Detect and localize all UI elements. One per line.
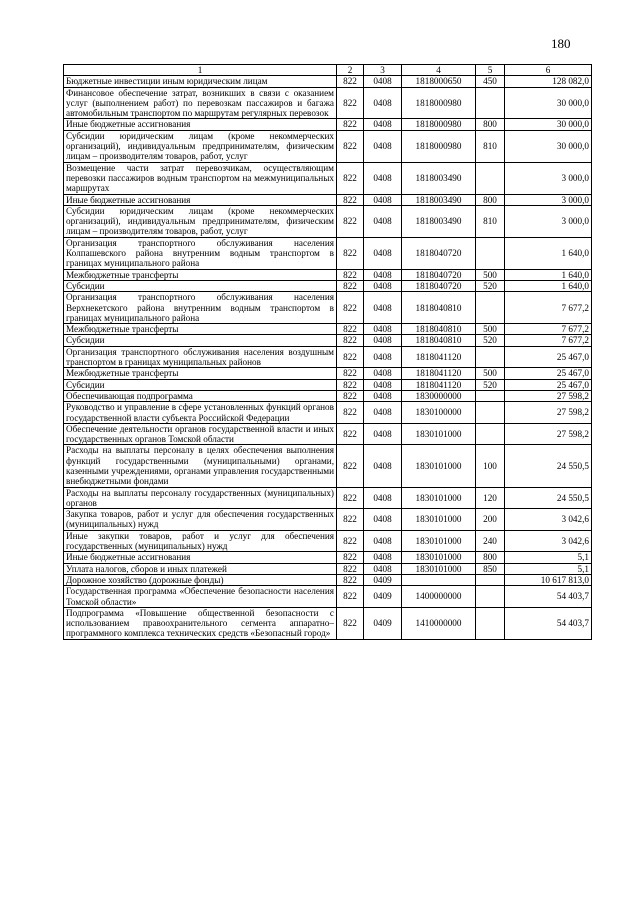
expense-name-cell: Обеспечивающая подпрограмма xyxy=(64,390,337,401)
grbs-code-cell: 822 xyxy=(337,205,364,237)
expense-type-cell: 810 xyxy=(476,205,505,237)
target-article-cell: 1830100000 xyxy=(402,402,476,424)
section-code-cell: 0409 xyxy=(364,574,402,585)
target-article-cell: 1830101000 xyxy=(402,423,476,445)
expense-name-cell: Межбюджетные трансферты xyxy=(64,324,337,335)
table-row xyxy=(64,335,592,346)
amount-cell: 7 677,2 xyxy=(505,324,592,335)
grbs-code-cell: 822 xyxy=(337,390,364,401)
section-code-cell: 0408 xyxy=(364,390,402,401)
grbs-code-cell: 822 xyxy=(337,445,364,487)
page-number: 180 xyxy=(551,36,571,51)
expense-name-cell: Закупка товаров, работ и услуг для обеспечения государственных (муниципальных) нужд xyxy=(64,509,337,531)
section-code-cell: 0408 xyxy=(364,194,402,205)
amount-cell: 24 550,5 xyxy=(505,487,592,509)
grbs-code-cell: 822 xyxy=(337,368,364,379)
grbs-code-cell: 822 xyxy=(337,162,364,194)
section-code-cell: 0408 xyxy=(364,346,402,368)
section-code-cell: 0408 xyxy=(364,509,402,531)
table-row xyxy=(64,368,592,379)
section-code-cell: 0408 xyxy=(364,445,402,487)
amount-cell: 24 550,5 xyxy=(505,445,592,487)
expense-name-cell: Субсидии xyxy=(64,280,337,291)
target-article-cell: 1818000980 xyxy=(402,119,476,130)
expense-name-cell: Возмещение части затрат перевозчикам, осуществляющим перевозки пассажиров водным транспортом на межмуниципальных маршрутах xyxy=(64,162,337,194)
expense-type-cell xyxy=(476,574,505,585)
grbs-code-cell: 822 xyxy=(337,574,364,585)
section-code-cell: 0408 xyxy=(364,162,402,194)
grbs-code-cell: 822 xyxy=(337,76,364,87)
amount-cell: 30 000,0 xyxy=(505,87,592,119)
expense-name-cell: Организация транспортного обслуживания населения Колпашевского района внутренним водным транспортом в границах муниципального района xyxy=(64,237,337,269)
target-article-cell: 1818040810 xyxy=(402,324,476,335)
target-article-cell: 1818040720 xyxy=(402,280,476,291)
amount-cell: 7 677,2 xyxy=(505,335,592,346)
expense-name-cell: Уплата налогов, сборов и иных платежей xyxy=(64,563,337,574)
target-article-cell: 1818040720 xyxy=(402,237,476,269)
section-code-cell: 0409 xyxy=(364,586,402,608)
expense-type-cell xyxy=(476,607,505,639)
expense-type-cell: 120 xyxy=(476,487,505,509)
expense-name-cell: Организация транспортного обслуживания населения Верхнекетского района внутренним водным транспортом в границах муниципального района xyxy=(64,292,337,324)
table-row xyxy=(64,76,592,87)
grbs-code-cell: 822 xyxy=(337,130,364,162)
section-code-cell: 0408 xyxy=(364,552,402,563)
table-row xyxy=(64,346,592,368)
table-row xyxy=(64,130,592,162)
expense-type-cell xyxy=(476,390,505,401)
section-code-cell: 0408 xyxy=(364,237,402,269)
header-cell: 1 xyxy=(64,65,337,76)
amount-cell: 3 042,6 xyxy=(505,509,592,531)
expense-type-cell: 500 xyxy=(476,368,505,379)
grbs-code-cell: 822 xyxy=(337,552,364,563)
table-row xyxy=(64,379,592,390)
section-code-cell: 0408 xyxy=(364,423,402,445)
grbs-code-cell: 822 xyxy=(337,379,364,390)
amount-cell: 3 000,0 xyxy=(505,194,592,205)
grbs-code-cell: 822 xyxy=(337,563,364,574)
expense-type-cell: 800 xyxy=(476,194,505,205)
table-row xyxy=(64,552,592,563)
target-article-cell: 1830101000 xyxy=(402,509,476,531)
amount-cell: 5,1 xyxy=(505,552,592,563)
target-article-cell: 1830101000 xyxy=(402,445,476,487)
amount-cell: 30 000,0 xyxy=(505,119,592,130)
amount-cell: 25 467,0 xyxy=(505,368,592,379)
amount-cell: 25 467,0 xyxy=(505,379,592,390)
expense-type-cell: 520 xyxy=(476,335,505,346)
expense-type-cell: 100 xyxy=(476,445,505,487)
table-row xyxy=(64,530,592,552)
expense-type-cell xyxy=(476,402,505,424)
table-row xyxy=(64,487,592,509)
expense-type-cell: 800 xyxy=(476,119,505,130)
target-article-cell: 1818003490 xyxy=(402,205,476,237)
section-code-cell: 0408 xyxy=(364,130,402,162)
amount-cell: 30 000,0 xyxy=(505,130,592,162)
amount-cell: 1 640,0 xyxy=(505,280,592,291)
amount-cell: 1 640,0 xyxy=(505,269,592,280)
target-article-cell: 1818041120 xyxy=(402,346,476,368)
expense-name-cell: Обеспечение деятельности органов государственной власти и иных государственных органов Томской области xyxy=(64,423,337,445)
section-code-cell: 0408 xyxy=(364,563,402,574)
grbs-code-cell: 822 xyxy=(337,487,364,509)
target-article-cell: 1830101000 xyxy=(402,530,476,552)
expense-name-cell: Иные закупки товаров, работ и услуг для обеспечения государственных (муниципальных) нужд xyxy=(64,530,337,552)
table-row xyxy=(64,509,592,531)
section-code-cell: 0408 xyxy=(364,280,402,291)
expense-name-cell: Иные бюджетные ассигнования xyxy=(64,194,337,205)
target-article-cell: 1818003490 xyxy=(402,162,476,194)
grbs-code-cell: 822 xyxy=(337,509,364,531)
target-article-cell: 1818040720 xyxy=(402,269,476,280)
expense-name-cell: Организация транспортного обслуживания населения воздушным транспортом в границах муниципальных районов xyxy=(64,346,337,368)
amount-cell: 3 000,0 xyxy=(505,162,592,194)
amount-cell: 5,1 xyxy=(505,563,592,574)
section-code-cell: 0408 xyxy=(364,402,402,424)
expense-name-cell: Дорожное хозяйство (дорожные фонды) xyxy=(64,574,337,585)
grbs-code-cell: 822 xyxy=(337,530,364,552)
section-code-cell: 0408 xyxy=(364,76,402,87)
table-row xyxy=(64,280,592,291)
section-code-cell: 0408 xyxy=(364,269,402,280)
table-row xyxy=(64,87,592,119)
amount-cell: 3 000,0 xyxy=(505,205,592,237)
grbs-code-cell: 822 xyxy=(337,346,364,368)
section-code-cell: 0408 xyxy=(364,379,402,390)
grbs-code-cell: 822 xyxy=(337,237,364,269)
section-code-cell: 0408 xyxy=(364,292,402,324)
table-row xyxy=(64,194,592,205)
expense-type-cell xyxy=(476,586,505,608)
section-code-cell: 0408 xyxy=(364,335,402,346)
table-row xyxy=(64,586,592,608)
expense-type-cell xyxy=(476,423,505,445)
target-article-cell: 1818041120 xyxy=(402,379,476,390)
expense-name-cell: Субсидии xyxy=(64,335,337,346)
grbs-code-cell: 822 xyxy=(337,292,364,324)
target-article-cell: 1830101000 xyxy=(402,487,476,509)
expense-name-cell: Субсидии юридическим лицам (кроме некоммерческих организаций), индивидуальным предпринимателям, физическим лицам – производителям товаров, работ, услуг xyxy=(64,130,337,162)
header-cell: 5 xyxy=(476,65,505,76)
section-code-cell: 0408 xyxy=(364,205,402,237)
table-row xyxy=(64,205,592,237)
expense-name-cell: Межбюджетные трансферты xyxy=(64,368,337,379)
header-cell: 3 xyxy=(364,65,402,76)
expense-name-cell: Иные бюджетные ассигнования xyxy=(64,552,337,563)
expense-type-cell: 520 xyxy=(476,280,505,291)
target-article-cell xyxy=(402,574,476,585)
amount-cell: 27 598,2 xyxy=(505,402,592,424)
section-code-cell: 0408 xyxy=(364,368,402,379)
expense-type-cell: 850 xyxy=(476,563,505,574)
table-row xyxy=(64,574,592,585)
target-article-cell: 1830101000 xyxy=(402,563,476,574)
grbs-code-cell: 822 xyxy=(337,586,364,608)
section-code-cell: 0408 xyxy=(364,324,402,335)
table-row xyxy=(64,390,592,401)
expense-name-cell: Иные бюджетные ассигнования xyxy=(64,119,337,130)
section-code-cell: 0408 xyxy=(364,87,402,119)
table-header-row xyxy=(64,65,592,76)
section-code-cell: 0408 xyxy=(364,119,402,130)
table-row xyxy=(64,423,592,445)
expense-name-cell: Субсидии юридическим лицам (кроме некоммерческих организаций), индивидуальным предпринимателям, физическим лицам – производителям товаров, работ, услуг xyxy=(64,205,337,237)
expense-type-cell: 450 xyxy=(476,76,505,87)
budget-table xyxy=(63,64,592,640)
grbs-code-cell: 822 xyxy=(337,423,364,445)
expense-name-cell: Субсидии xyxy=(64,379,337,390)
amount-cell: 7 677,2 xyxy=(505,292,592,324)
table-row xyxy=(64,292,592,324)
section-code-cell: 0408 xyxy=(364,487,402,509)
table-row xyxy=(64,269,592,280)
target-article-cell: 1818000980 xyxy=(402,87,476,119)
target-article-cell: 1830000000 xyxy=(402,390,476,401)
target-article-cell: 1818000650 xyxy=(402,76,476,87)
target-article-cell: 1400000000 xyxy=(402,586,476,608)
expense-name-cell: Финансовое обеспечение затрат, возникших в связи с оказанием услуг (выполнением работ) по перевозкам пассажиров и багажа автомобильным транспортом по маршрутам регулярных перевозок xyxy=(64,87,337,119)
amount-cell: 10 617 813,0 xyxy=(505,574,592,585)
expense-type-cell xyxy=(476,237,505,269)
expense-type-cell: 240 xyxy=(476,530,505,552)
expense-name-cell: Руководство и управление в сфере установленных функций органов государственной власти субъекта Российской Федерации xyxy=(64,402,337,424)
expense-name-cell: Подпрограмма «Повышение общественной безопасности с использованием правоохранительного сегмента аппаратно–программного комплекса технических средств «Безопасный город» xyxy=(64,607,337,639)
header-cell: 6 xyxy=(505,65,592,76)
expense-name-cell: Расходы на выплаты персоналу государственных (муниципальных) органов xyxy=(64,487,337,509)
expense-name-cell: Бюджетные инвестиции иным юридическим лицам xyxy=(64,76,337,87)
expense-type-cell: 520 xyxy=(476,379,505,390)
target-article-cell: 1818041120 xyxy=(402,368,476,379)
amount-cell: 3 042,6 xyxy=(505,530,592,552)
target-article-cell: 1818040810 xyxy=(402,292,476,324)
amount-cell: 27 598,2 xyxy=(505,423,592,445)
expense-type-cell: 800 xyxy=(476,552,505,563)
table-row xyxy=(64,324,592,335)
header-cell: 4 xyxy=(402,65,476,76)
amount-cell: 54 403,7 xyxy=(505,607,592,639)
amount-cell: 128 082,0 xyxy=(505,76,592,87)
target-article-cell: 1818040810 xyxy=(402,335,476,346)
amount-cell: 54 403,7 xyxy=(505,586,592,608)
table-row xyxy=(64,119,592,130)
amount-cell: 27 598,2 xyxy=(505,390,592,401)
amount-cell: 25 467,0 xyxy=(505,346,592,368)
expense-type-cell: 500 xyxy=(476,269,505,280)
expense-type-cell xyxy=(476,346,505,368)
section-code-cell: 0409 xyxy=(364,607,402,639)
section-code-cell: 0408 xyxy=(364,530,402,552)
expense-name-cell: Государственная программа «Обеспечение безопасности населения Томской области» xyxy=(64,586,337,608)
grbs-code-cell: 822 xyxy=(337,194,364,205)
grbs-code-cell: 822 xyxy=(337,402,364,424)
expense-type-cell xyxy=(476,87,505,119)
table-row xyxy=(64,237,592,269)
expense-type-cell xyxy=(476,162,505,194)
expense-name-cell: Расходы на выплаты персоналу в целях обеспечения выполнения функций государственными (муниципальными) органами, казенными учреждениями, органами управления государственными внебюджетными фондами xyxy=(64,445,337,487)
target-article-cell: 1410000000 xyxy=(402,607,476,639)
table-row xyxy=(64,445,592,487)
grbs-code-cell: 822 xyxy=(337,280,364,291)
expense-type-cell: 810 xyxy=(476,130,505,162)
table-row xyxy=(64,402,592,424)
grbs-code-cell: 822 xyxy=(337,269,364,280)
expense-type-cell: 500 xyxy=(476,324,505,335)
grbs-code-cell: 822 xyxy=(337,607,364,639)
expense-type-cell xyxy=(476,292,505,324)
grbs-code-cell: 822 xyxy=(337,324,364,335)
expense-type-cell: 200 xyxy=(476,509,505,531)
target-article-cell: 1818003490 xyxy=(402,194,476,205)
grbs-code-cell: 822 xyxy=(337,119,364,130)
target-article-cell: 1818000980 xyxy=(402,130,476,162)
table-row xyxy=(64,162,592,194)
target-article-cell: 1830101000 xyxy=(402,552,476,563)
table-row xyxy=(64,607,592,639)
expense-name-cell: Межбюджетные трансферты xyxy=(64,269,337,280)
amount-cell: 1 640,0 xyxy=(505,237,592,269)
table-row xyxy=(64,563,592,574)
grbs-code-cell: 822 xyxy=(337,87,364,119)
grbs-code-cell: 822 xyxy=(337,335,364,346)
header-cell: 2 xyxy=(337,65,364,76)
